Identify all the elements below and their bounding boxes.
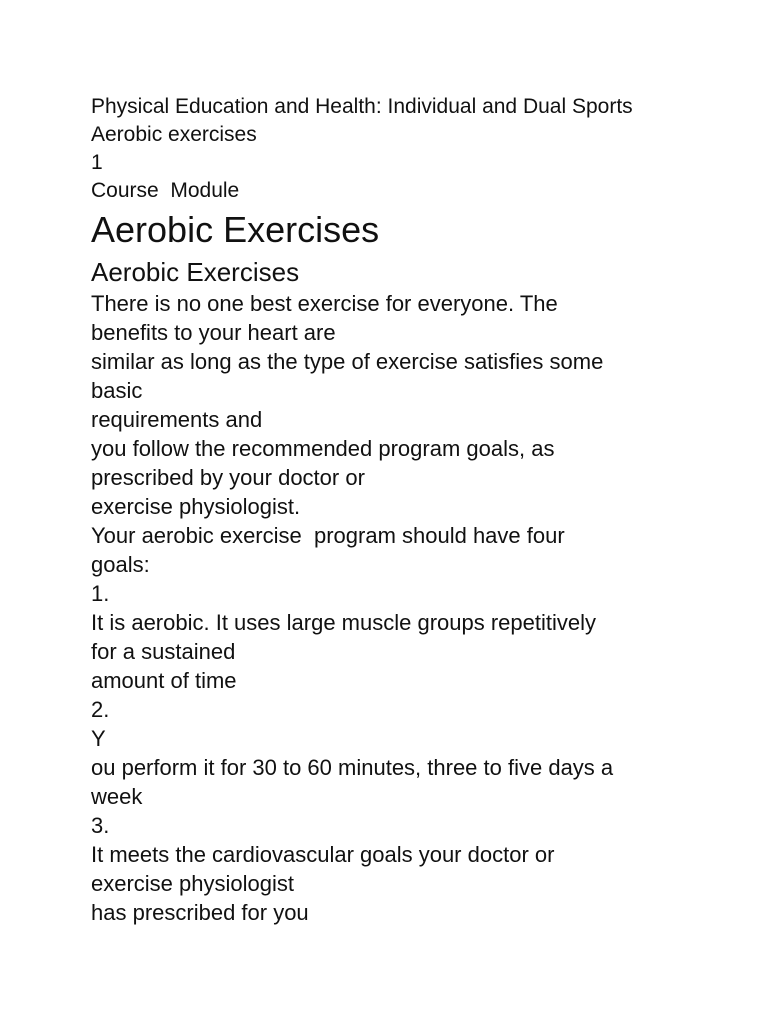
body-line: Your aerobic exercise program should have four: [91, 523, 565, 548]
body-line: exercise physiologist: [91, 871, 294, 896]
section-heading: Aerobic Exercises: [91, 257, 300, 287]
body-line: It meets the cardiovascular goals your doctor or: [91, 842, 555, 867]
document-page: [91, 93, 731, 927]
body-text: [91, 289, 731, 927]
body-line: Y: [91, 726, 106, 751]
body-line: for a sustained: [91, 639, 236, 664]
list-number: 3.: [91, 813, 110, 838]
body-line: requirements and: [91, 407, 263, 432]
body-line: There is no one best exercise for everyone. The: [91, 291, 558, 316]
course-title: Physical Education and Health: Individual and Dual Sports: [91, 95, 633, 118]
body-line: basic: [91, 378, 143, 403]
page-number: 1: [91, 151, 103, 174]
page-title: Aerobic Exercises: [91, 209, 380, 250]
body-line: It is aerobic. It uses large muscle groups repetitively: [91, 610, 597, 635]
body-line: exercise physiologist.: [91, 494, 301, 519]
list-number: 2.: [91, 697, 110, 722]
body-line: goals:: [91, 552, 150, 577]
body-line: ou perform it for 30 to 60 minutes, three to five days a: [91, 755, 614, 780]
body-line: has prescribed for you: [91, 900, 309, 925]
body-line: similar as long as the type of exercise satisfies some: [91, 349, 604, 374]
topic-label: Aerobic exercises: [91, 123, 257, 146]
body-line: you follow the recommended program goals, as: [91, 436, 555, 461]
body-line: week: [91, 784, 143, 809]
list-number: 1.: [91, 581, 110, 606]
body-line: benefits to your heart are: [91, 320, 336, 345]
body-line: amount of time: [91, 668, 237, 693]
body-line: prescribed by your doctor or: [91, 465, 365, 490]
module-label: Course Module: [91, 179, 240, 202]
